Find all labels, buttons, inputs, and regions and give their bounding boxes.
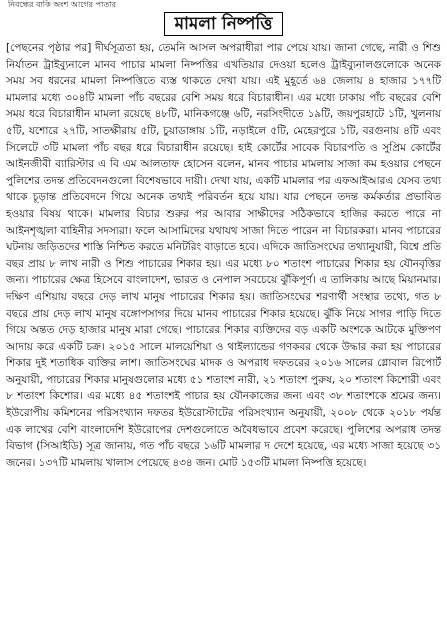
article-title: মামলা নিষ্পত্তি	[164, 12, 284, 36]
running-head: নিবন্ধের বাকি অংশ আগের পাতার	[8, 0, 117, 9]
article-body	[6, 40, 441, 471]
continuation-note: [পেছনের পৃষ্ঠার পর]	[6, 42, 92, 54]
title-container	[6, 12, 441, 36]
article-text: দীর্ঘসূত্রতা হয়, তেমনি আসল অপরাধীরা পার পেয়ে যায়। জানা গেছে, নারী ও শিশু নির্যাতন ট্রাইব্যুনালে মানব পাচার মামলা নিষ্পত্তির এখতিয়ার দেওয়া হলেও ট্রাইব্যুনালগুলোকে অনেক সময় সব ধরনের মামলা নিষ্পত্তিতে ব্যস্ত থাকতে দেখা যায়। এই মুহূর্তে ৬৪ জেলায় ৪ হাজার ১৭৭টি মামলার মধ্যে ৩০৪টি মামলা পাঁচ বছরের বেশি সময় ধরে বিচারাধীন। এর মধ্যে ঢাকায় পাঁচ বছরের বেশি সময় ধরে বিচারাধীন মামলা রয়েছে ৪৮টি, মানিকগঞ্জে ৬টি, নরসিংদীতে ১৯টি, জয়পুরহাটে ১টি, খুলনায় ৫টি, যশোরে ২৭টি, সাতক্ষীরায় ৫টি, চুয়াডাঙ্গায় ১টি, নড়াইলে ৫টি, মেহেরপুরে ১টি, বরগুনায় ৪টি এবং সিলেটে ৩টি মামলা পাঁচ বছর ধরে বিচারাধীন রয়েছে। হাই কোর্টের সাবেক বিচারপতি ও সুপ্রিম কোর্টের আইনজীবী ব্যারিস্টার এ বি এম আলতাফ হোসেন বলেন, মানব পাচার মামলায় সাজা কম হওয়ার পেছনে পুলিশের তদন্ত প্রতিবেদনগুলো বিশেষভাবে দায়ী। দেখা যায়, একটি মামলার পর এফআইআরএ যেসব তথ্য থাকে চূড়ান্ত প্রতিবেদনে গিয়ে অনেক তথ্যই পরিবর্তন হয়ে যায়। যার পেছনে তদন্ত কর্মকর্তার প্রভাবিত হওয়ার বিষয় থাকে। মামলার বিচার শুরুর পর আবার সাক্ষীদের সঠিকভাবে হাজির করতে পারে না আইনশৃঙ্খলা বাহিনীর সদস্যরা। ফলে আসামিদের যথাযথ সাজা দিতে পারেন না বিচারকরা। মানব পাচারের ঘটনায় জড়িতদের শাস্তি নিশ্চিত করতে মনিটরিং বাড়াতে হবে। এদিকে জাতিসংঘের তথ্যানুযায়ী, বিশ্বে প্রতি বছর প্রায় ৮ লাখ নারী ও শিশু পাচারের শিকার হয়। এর মধ্যে ৮০ শতাংশ পাচারের শিকার হয় যৌনবৃত্তির জন্য। পাচারের ক্ষেত্র হিসেবে বাংলাদেশ, ভারত ও নেপাল সবচেয়ে ঝুঁকিপূর্ণ। এ তালিকায় আছে মিয়ানমার। দক্ষিণ এশিয়ায় বছরে দেড় লাখ মানুষ পাচারের শিকার হয়। জাতিসংঘের শরণার্থী সংস্থার তথ্যে, গত ৮ বছরে প্রায় দেড় লাখ মানুষ বঙ্গোপসাগর দিয়ে মানব পাচারের শিকার হয়েছে। ঝুঁকি নিয়ে সাগর পাড়ি দিতে গিয়ে অন্তত দেড় হাজার মানুষ মারা গেছে। পাচারের শিকার ব্যক্তিদের বড় একটি অংশকে আটকে মুক্তিপণ আদায় করে একটি চক্র। ২০১৫ সালে মালয়েশিয়া ও থাইল্যান্ডের গণকবর থেকে উদ্ধার করা হয় পাচারের শিকার দুই শতাধিক ব্যক্তির লাশ। জাতিসংঘের মাদক ও অপরাধ দফতরের ২০১৬ সালের গ্লোবাল রিপোর্ট অনুযায়ী, পাচারের শিকার মানুষগুলোর মধ্যে ৫১ শতাংশ নারী, ২১ শতাংশ পুরুষ, ২০ শতাংশ কিশোরী এবং ৮ শতাংশ কিশোর। এর মধ্যে ৪৫ শতাংশই পাচার হয় যৌনকাজের জন্য এবং ৩৮ শতাংশকে শ্রমের জন্য। ইউরোপীয় কমিশনের পরিসংখ্যান দফতর ইউরোস্টাটের পরিসংখ্যান অনুযায়ী, ২০০৮ থেকে ২০১৮ পর্যন্ত এক লাখের বেশি বাংলাদেশি ইউরোপের দেশগুলোতে অবৈধভাবে প্রবেশ করেছে। পুলিশের অপরাধ তদন্ত বিভাগ (সিআইডি) সূত্র জানায়, গত পাঁচ বছরে ১৬টি মামলার দ দেশে হয়েছে, এর মধ্যে সাজা হয়েছে ৩১ জনের। ১৩৭টি মামলায় খালাস পেয়েছে ৪৩৪ জন। মোট ১৫৩টি মামলা নিষ্পত্তি হয়েছে।	[6, 42, 441, 469]
